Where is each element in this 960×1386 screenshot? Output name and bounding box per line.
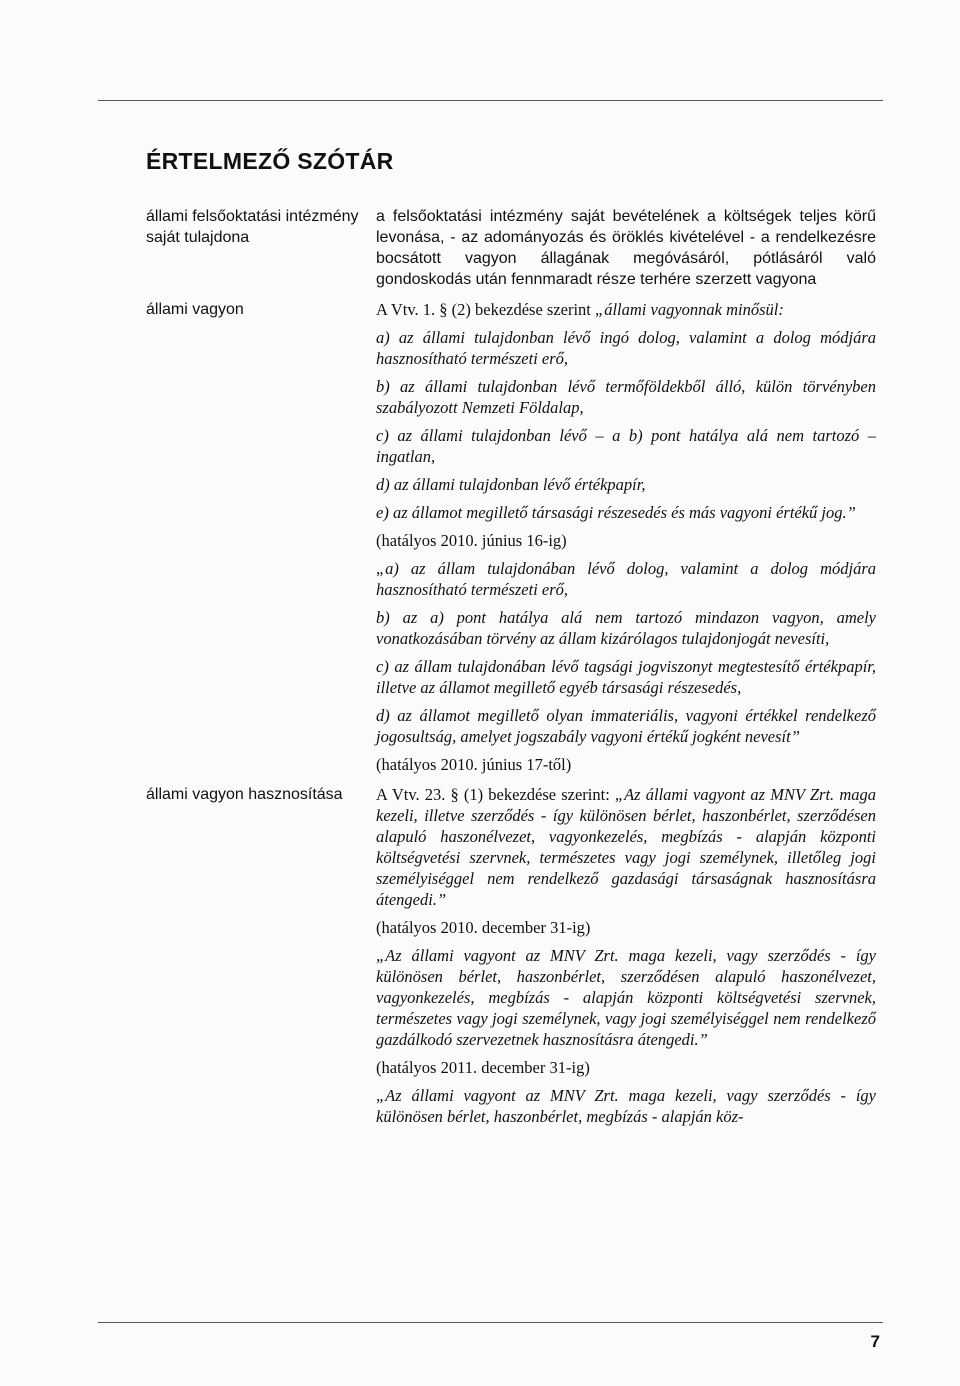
definition-paragraph: „Az állami vagyont az MNV Zrt. maga kezeli, vagy szerződés - így különösen bérlet, haszonbérlet, megbízás - alapján köz- bbox=[376, 1086, 876, 1126]
entry-term: állami felsőoktatási intézmény saját tulajdona bbox=[146, 208, 359, 246]
definition-paragraph: „Az állami vagyont az MNV Zrt. maga kezeli, vagy szerződés - így különösen bérlet, haszonbérlet, szerződésen alapuló haszonélvezet, vagyonkezelés, megbízás - alapján központi költségvetési szervnek, természetes vagy jogi személynek, vagy jogi személyiséggel nem rendelkező gazdálkodó szervezetnek hasznosításra átengedi.” bbox=[376, 946, 876, 1049]
bottom-rule bbox=[98, 1322, 883, 1323]
entry-definition bbox=[376, 299, 876, 782]
lead-plain-text: A Vtv. 1. § (2) bekezdése szerint bbox=[376, 300, 596, 319]
definition-point: d) az államot megillető olyan immateriális, vagyoni értékkel rendelkező jogosultság, amelyet jogszabály vagyoni értékű jogként nevesít” bbox=[376, 706, 876, 746]
lead-italic-text: „Az állami vagyont az MNV Zrt. maga kezeli, illetve szerződés - így különösen bérlet, haszonbérlet, szerződésen alapuló haszonélvezet, vagyonkezelés, megbízás - alapján központi költségvetési szervnek, természetes vagy jogi személynek, illetőleg jogi személyiséggel nem rendelkező gazdasági társaságnak hasznosításra átengedi.” bbox=[376, 785, 876, 909]
entry-term: állami vagyon hasznosítása bbox=[146, 786, 343, 803]
definition-point: a) az állami tulajdonban lévő ingó dolog, valamint a dolog módjára hasznosítható természeti erő, bbox=[376, 328, 876, 368]
page-title: ÉRTELMEZŐ SZÓTÁR bbox=[146, 148, 394, 174]
definition-point: b) az a) pont hatálya alá nem tartozó mindazon vagyon, amely vonatkozásában törvény az állam kizárólagos tulajdonjogát nevesíti, bbox=[376, 608, 876, 648]
glossary-entry bbox=[146, 784, 876, 1134]
definition-point: e) az államot megillető társasági részesedés és más vagyoni értékű jog.” bbox=[376, 503, 856, 522]
definition-point: d) az állami tulajdonban lévő értékpapír, bbox=[376, 475, 646, 494]
glossary-entry bbox=[146, 299, 876, 782]
top-rule bbox=[98, 100, 883, 101]
lead-italic-text: „állami vagyonnak minősül: bbox=[595, 300, 784, 319]
entry-term: állami vagyon bbox=[146, 301, 244, 318]
definition-lead bbox=[376, 784, 876, 910]
definition-point: c) az állam tulajdonában lévő tagsági jogviszonyt megtestesítő értékpapír, illetve az államot megillető egyéb társasági részesedés, bbox=[376, 657, 876, 697]
validity-note: (hatályos 2011. december 31-ig) bbox=[376, 1058, 590, 1077]
definition-point: c) az állami tulajdonban lévő – a b) pont hatálya alá nem tartozó – ingatlan, bbox=[376, 426, 876, 466]
validity-note: (hatályos 2010. június 16-ig) bbox=[376, 531, 567, 550]
definition-point: „a) az állam tulajdonában lévő dolog, valamint a dolog módjára hasznosítható természeti erő, bbox=[376, 559, 876, 599]
glossary-entries bbox=[146, 206, 876, 1134]
lead-plain-text: A Vtv. 23. § (1) bekezdése szerint: bbox=[376, 785, 615, 804]
definition-paragraph: a felsőoktatási intézmény saját bevételének a költségek teljes körű levonása, - az adományozás és öröklés kivételével - a rendelkezésre bocsátott vagyon állagának megóvásáról, pótlásáról való gondoskodás után fennmaradt része terhére szerzett vagyona bbox=[376, 208, 876, 288]
definition-point: b) az állami tulajdonban lévő termőföldekből álló, külön törvényben szabályozott Nemzeti Földalap, bbox=[376, 377, 876, 417]
entry-definition bbox=[376, 206, 876, 297]
glossary-entry bbox=[146, 206, 876, 297]
validity-note: (hatályos 2010. június 17-től) bbox=[376, 755, 572, 774]
entry-definition bbox=[376, 784, 876, 1134]
validity-note: (hatályos 2010. december 31-ig) bbox=[376, 918, 591, 937]
page-number: 7 bbox=[870, 1332, 880, 1351]
definition-lead bbox=[376, 299, 876, 320]
